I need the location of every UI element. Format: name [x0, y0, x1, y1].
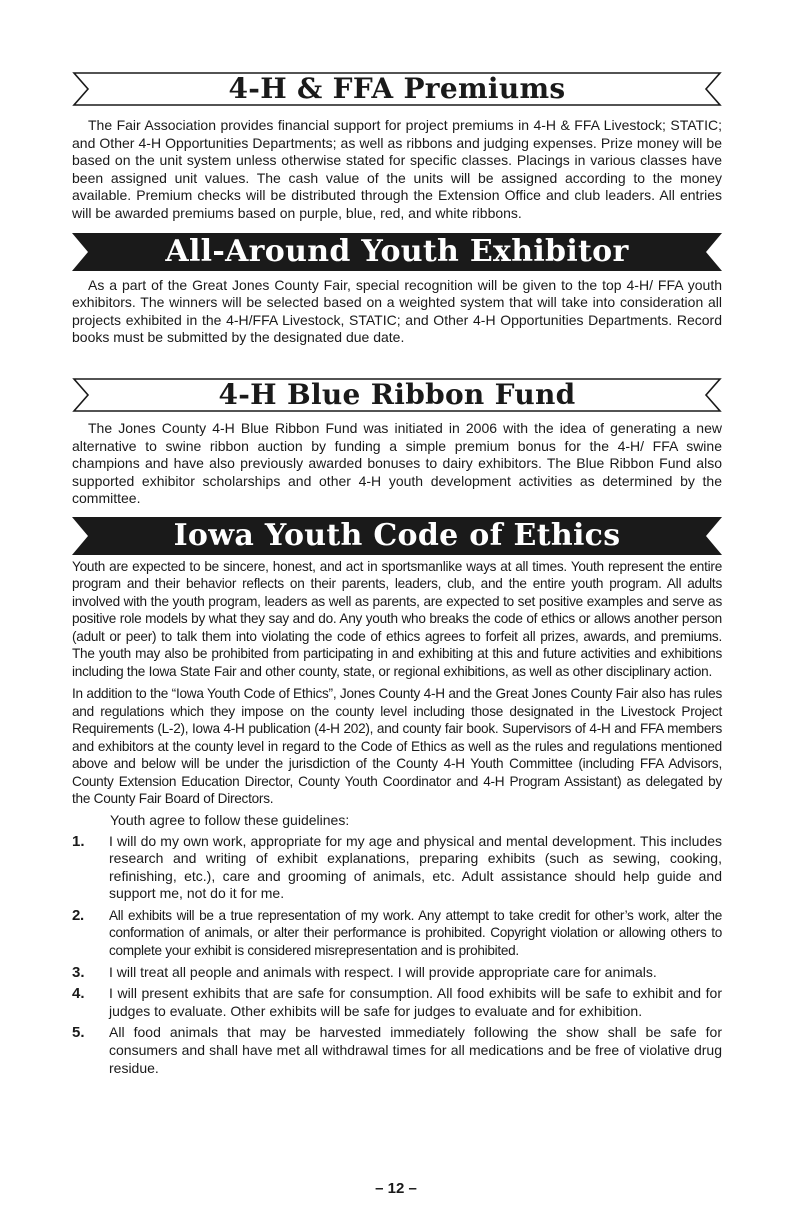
guidelines-intro: Youth agree to follow these guidelines: — [110, 811, 350, 828]
guideline-item — [72, 907, 722, 960]
guideline-text: All exhibits will be a true representation of my work. Any attempt to take credit for other’s work, alter the conformation of animals, or alter their performance is prohibited. Copyright violation or allowing others to complete your exhibit is considered misrepresentation and is prohibited. — [109, 907, 722, 959]
guideline-number: 2. — [72, 906, 84, 924]
guideline-number: 3. — [72, 963, 85, 981]
blue-ribbon-banner — [72, 376, 722, 414]
blue-ribbon-text: The Jones County 4-H Blue Ribbon Fund was initiated in 2006 with the idea of generating a new alternative to swine ribbon auction by funding a simple premium bonus for the 4-H/ FFA swine champions and have also previously awarded bonuses to dairy exhibitors. The Blue Ribbon Fund also supported exhibitor scholarships and other 4-H youth development activities as determined by the committee. — [72, 419, 722, 507]
ethics-banner — [72, 517, 722, 555]
guideline-text: All food animals that may be harvested immediately following the show shall be safe for consumers and shall have met all withdrawal times for all medications and be free of violative drug residue. — [109, 1024, 722, 1076]
guideline-item — [72, 985, 722, 1020]
all-around-banner — [72, 233, 722, 271]
guideline-text: I will treat all people and animals with respect. I will provide appropriate care for animals. — [109, 963, 657, 980]
page-content — [72, 70, 722, 1081]
ethics-paragraph-2: In addition to the “Iowa Youth Code of Ethics”, Jones County 4-H and the Great Jones County Fair also has rules and regulations which they impose on the county level including those designated in the Livestock Project Requirements (L-2), Iowa 4-H publication (4-H 202), and county fair book. Supervisors of 4-H and FFA members and exhibitors at the county level in regard to the Code of Ethics as well as the rules and regulations mentioned above and below will be under the jurisdiction of the County 4-H Youth Committee (including FFA Advisors, County Extension Education Director, County Youth Coordinator and 4-H Program Assistant) as delegated by the County Fair Board of Directors. — [72, 686, 722, 807]
guideline-number: 5. — [72, 1024, 85, 1042]
all-around-text: As a part of the Great Jones County Fair, special recognition will be given to the top 4-H/ FFA youth exhibitors. The winners will be selected based on a weighted system that will take into consideration all projects exhibited in the 4-H/FFA Livestock, STATIC; and Other 4-H Opportunities Departments. Record books must be submitted by the designated due date. — [72, 276, 722, 346]
premiums-text: The Fair Association provides financial support for project premiums in 4-H & FFA Livestock; STATIC; and Other 4-H Opportunities Departments; as well as ribbons and judging expenses. Prize money will be based on the unit system unless otherwise stated for specific classes. Placings in various classes have been assigned unit values. The cash value of the units will be assigned according to the money available. Premium checks will be distributed through the Extension Office and club leaders. All entries will be awarded premiums based on purple, blue, red, and white ribbons. — [72, 117, 722, 221]
all-around-title: All-Around Youth Exhibitor — [165, 233, 629, 269]
ethics-title: Iowa Youth Code of Ethics — [173, 517, 621, 553]
guideline-item — [72, 833, 722, 903]
guideline-number: 1. — [72, 832, 85, 850]
guideline-item — [72, 1024, 722, 1077]
guidelines-list — [72, 833, 722, 1078]
ethics-paragraph-1: Youth are expected to be sincere, honest, and act in sportsmanlike ways at all times. Youth represent the entire program and their behavior reflects on their parents, leaders, club, and the entire youth program. All adults involved with the youth program, leaders as well as parents, are expected to set positive examples and serve as positive role models by what they say and do. Any youth who breaks the code of ethics or allows another person (adult or peer) to talk them into violating the code of ethics agrees to forfeit all prizes, awards, and premiums. The youth may also be prohibited from participating in and exhibiting at this and future activities and exhibitions including the Iowa State Fair and other county, state, or regional exhibitions, as well as other disciplinary action. — [72, 558, 722, 679]
page-number: – 12 – — [375, 1180, 417, 1197]
guideline-number: 4. — [72, 985, 85, 1003]
guideline-text: I will do my own work, appropriate for my age and physical and mental development. This includes research and writing of exhibit explanations, preparing exhibits (such as sewing, cooking, refinishing, etc.), care and grooming of animals, etc. Adult assistance should help guide and support me, not do it for me. — [109, 832, 722, 902]
premiums-title: 4-H & FFA Premiums — [228, 72, 566, 105]
blue-ribbon-title: 4-H Blue Ribbon Fund — [218, 377, 576, 411]
premiums-banner — [72, 70, 722, 108]
guideline-text: I will present exhibits that are safe for consumption. All food exhibits will be safe to exhibit and for judges to evaluate. Other exhibits will be safe for judges to evaluate and for exhibition. — [109, 985, 722, 1019]
guideline-item — [72, 964, 722, 982]
